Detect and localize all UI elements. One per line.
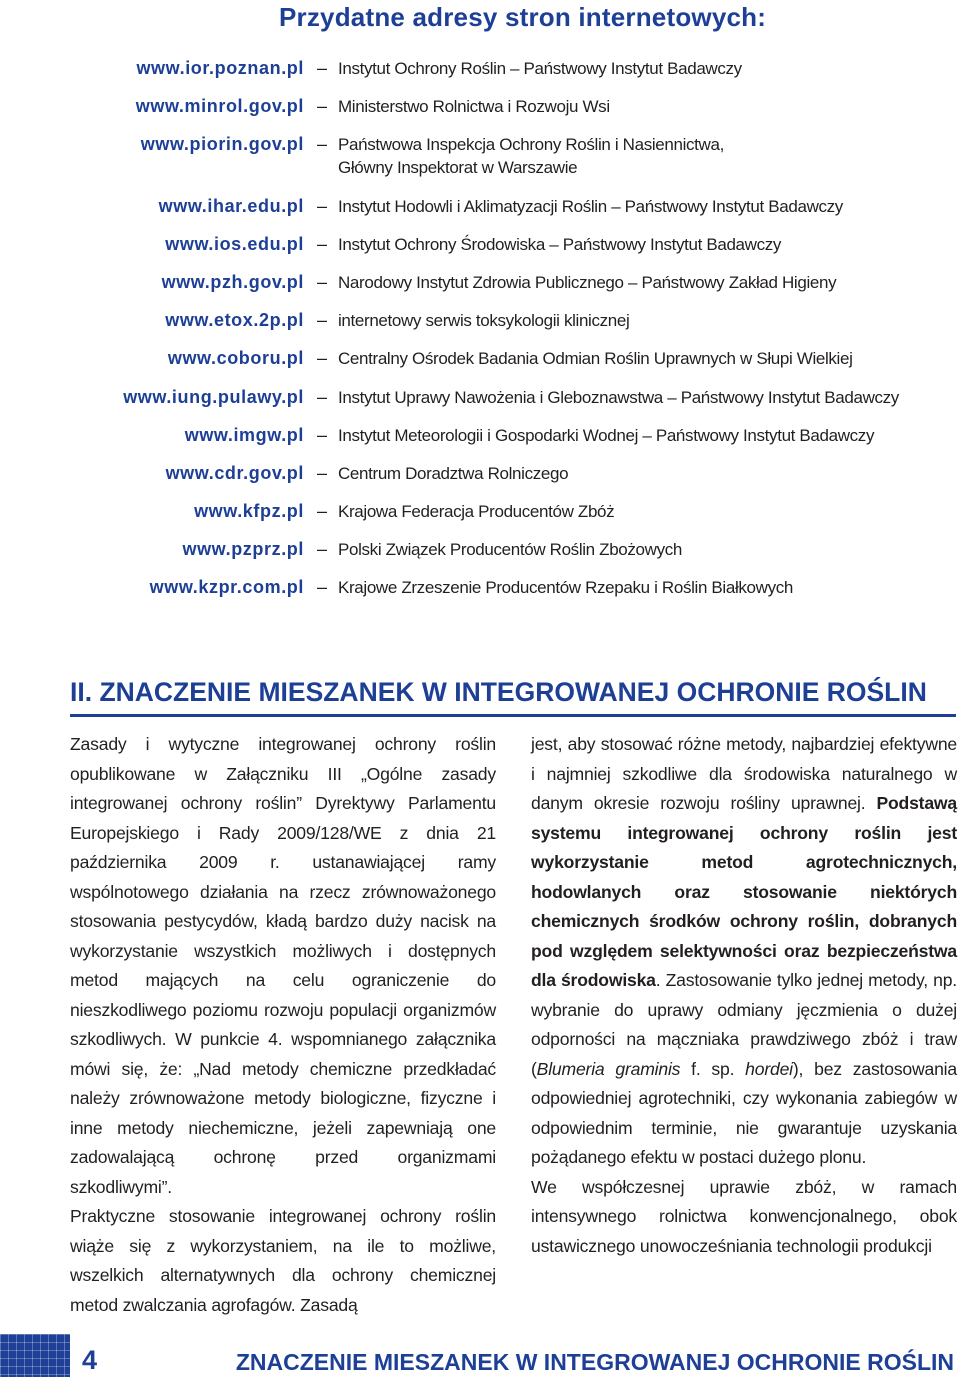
link-url[interactable]: www.cdr.gov.pl [165, 462, 304, 483]
link-url[interactable]: www.piorin.gov.pl [140, 134, 304, 155]
link-dash: – [316, 58, 327, 78]
footer-pattern-bar [0, 1334, 70, 1377]
link-dash: – [316, 577, 327, 598]
link-description: Krajowe Zrzeszenie Producentów Rzepaku i Roślin Białkowych [338, 578, 793, 598]
link-row [0, 424, 960, 447]
link-dash: – [316, 501, 327, 522]
link-url[interactable]: www.coboru.pl [167, 348, 304, 369]
text-column-right [531, 730, 957, 1261]
link-description: Instytut Ochrony Roślin – Państwowy Instytut Badawczy [338, 59, 742, 78]
link-dash: – [316, 271, 327, 292]
link-dash: – [316, 424, 327, 445]
link-description: Narodowy Instytut Zdrowia Publicznego – Państwowy Zakład Higieny [338, 272, 837, 292]
text-column-left [70, 730, 496, 1320]
link-row [0, 271, 960, 294]
link-url[interactable]: www.ios.edu.pl [165, 233, 304, 254]
link-row [0, 57, 960, 80]
link-dash: – [316, 233, 327, 254]
link-row [0, 233, 960, 256]
link-dash: – [316, 348, 327, 369]
link-row [0, 500, 960, 523]
link-dash: – [316, 134, 327, 155]
link-row [0, 95, 960, 118]
link-row [0, 347, 960, 370]
link-dash: – [316, 96, 327, 117]
paragraph: We współczesnej uprawie zbóż, w ramach intensywnego rolnictwa konwencjonalnego, obok ustawicznego unowocześniania technologii produkcji [531, 1176, 957, 1256]
paragraph-text: f. sp. [680, 1058, 746, 1079]
link-dash: – [316, 386, 327, 407]
section-divider [70, 714, 956, 717]
link-row [0, 386, 960, 409]
paragraph [531, 730, 957, 1173]
link-description: Instytut Ochrony Środowiska – Państwowy Instytut Badawczy [338, 234, 782, 254]
link-row [0, 576, 960, 599]
link-description: internetowy serwis toksykologii klinicznej [338, 311, 630, 331]
link-url[interactable]: www.ior.poznan.pl [136, 58, 304, 78]
link-url[interactable]: www.imgw.pl [184, 424, 304, 445]
species-name: hordei [745, 1058, 793, 1079]
link-row [0, 195, 960, 218]
paragraph-text: jest, aby stosować różne metody, najbardziej efektywne i najmniej szkodliwe dla środowiska naturalnego w danym okresie rozwoju rośliny uprawnej. [531, 734, 957, 813]
link-dash: – [316, 462, 327, 483]
emphasized-text: Podstawą systemu integrowanej ochrony roślin jest wykorzystanie metod agrotechnicznych, hodowlanych oraz stosowanie niektórych chemicznych środków ochrony roślin, dobranych pod względem selektywności oraz bezpieczeństwa dla środowiska [531, 793, 957, 990]
link-description: Centralny Ośrodek Badania Odmian Roślin Uprawnych w Słupi Wielkiej [338, 349, 853, 369]
link-row [0, 309, 960, 332]
running-head: ZNACZENIE MIESZANEK W INTEGROWANEJ OCHRONIE ROŚLIN [235, 1349, 954, 1375]
link-url[interactable]: www.pzh.gov.pl [161, 271, 304, 292]
link-url[interactable]: www.etox.2p.pl [165, 310, 304, 331]
link-description: Instytut Uprawy Nawożenia i Gleboznawstwa – Państwowy Instytut Badawczy [338, 387, 899, 407]
link-url[interactable]: www.kfpz.pl [194, 501, 304, 522]
section-heading: II. ZNACZENIE MIESZANEK W INTEGROWANEJ OCHRONIE ROŚLIN [70, 677, 927, 707]
link-description: Polski Związek Producentów Roślin Zbożowych [338, 540, 682, 560]
useful-links-list [0, 57, 960, 615]
paragraph-text: ), bez zastosowania odpowiedniej agrotechniki, czy wykonania zabiegów w odpowiednim terminie, nie gwarantuje uzyskania pożądanego efektu w postaci dużego plonu. [531, 1058, 957, 1167]
link-description: Państwowa Inspekcja Ochrony Roślin i Nasiennictwa, Główny Inspektorat w Warszawie [338, 135, 724, 178]
link-description: Centrum Doradztwa Rolniczego [338, 463, 569, 483]
page-title: Przydatne adresy stron internetowych: [279, 2, 767, 32]
link-url[interactable]: www.pzprz.pl [182, 539, 304, 560]
link-dash: – [316, 310, 327, 331]
page-number: 4 [82, 1345, 98, 1375]
link-url[interactable]: www.ihar.edu.pl [158, 195, 304, 216]
link-dash: – [316, 539, 327, 560]
paragraph: Zasady i wytyczne integrowanej ochrony roślin opublikowane w Załączniku III „Ogólne zasady integrowanej ochrony roślin” Dyrektywy Parlamentu Europejskiego i Rady 2009/128/WE z dnia 21 października 2009 r. ustanawiającej ramy wspólnotowego działania na rzecz zrównoważonego stosowania pestycydów, kładą bardzo duży nacisk na wykorzystanie wszystkich możliwych i dostępnych metod mających na celu ograniczenie do nieszkodliwego poziomu rozwoju populacji organizmów szkodliwych. W punkcie 4. wspomnianego załącznika mówi się, że: „Nad metody chemiczne przedkładać należy zrównoważone metody biologiczne, fizyczne i inne metody niechemiczne, jeżeli zapewniają one zadowalającą ochronę przed organizmami szkodliwymi”. [70, 734, 496, 1197]
link-description: Instytut Meteorologii i Gospodarki Wodnej – Państwowy Instytut Badawczy [338, 425, 875, 445]
link-url[interactable]: www.iung.pulawy.pl [123, 386, 304, 407]
link-description: Instytut Hodowli i Aklimatyzacji Roślin – Państwowy Instytut Badawczy [338, 196, 843, 216]
link-url[interactable]: www.kzpr.com.pl [149, 577, 304, 598]
species-name: Blumeria graminis [536, 1058, 681, 1079]
paragraph: Praktyczne stosowanie integrowanej ochrony roślin wiąże się z wykorzystaniem, na ile to możliwe, wszelkich alternatywnych dla ochrony chemicznej metod zwalczania agrofagów. Zasadą [70, 1206, 496, 1315]
link-description: Krajowa Federacja Producentów Zbóż [338, 502, 615, 522]
link-row [0, 133, 960, 179]
link-url[interactable]: www.minrol.gov.pl [135, 96, 304, 117]
link-row [0, 538, 960, 561]
link-description: Ministerstwo Rolnictwa i Rozwoju Wsi [338, 97, 610, 117]
paragraph-text: . Zastosowanie tylko jednej metody, np. wybranie do uprawy odmiany jęczmienia o dużej odporności na mączniaka prawdziwego zbóż i traw ( [531, 970, 957, 1079]
link-dash: – [316, 195, 327, 216]
link-row [0, 462, 960, 485]
